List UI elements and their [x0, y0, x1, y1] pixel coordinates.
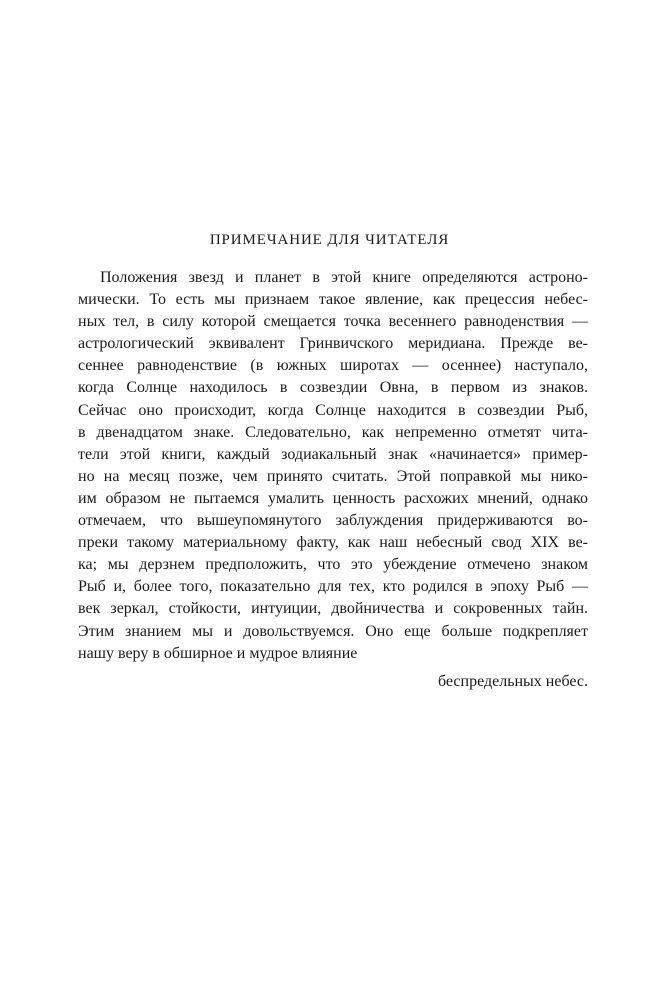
text-line: но на месяц позже, чем принято считать. Этой поправкой мы нико-	[78, 467, 588, 485]
text-line: Положения звезд и планет в этой книге определяются астроно-	[100, 269, 588, 286]
text-line: в двенадцатом знаке. Следовательно, как непременно отметят чита-	[78, 423, 588, 441]
text-line: Этим знанием мы и довольствуемся. Оно еще больше подкрепляет	[78, 622, 588, 640]
page-title: ПРИМЕЧАНИЕ ДЛЯ ЧИТАТЕЛЯ	[209, 232, 450, 248]
text-line: ных тел, в силу которой смещается точка весеннего равноденствия —	[78, 313, 588, 331]
text-line: астрологический эквивалент Гринвичского меридиана. Прежде ве-	[78, 335, 588, 353]
text-line: Рыб и, более того, показательно для тех, кто родился в эпоху Рыб —	[78, 578, 588, 596]
text-line: тели этой книги, каждый зодиакальный знак «начинается» пример-	[78, 445, 588, 463]
text-line: сеннее равноденствие (в южных широтах — осеннее) наступало,	[78, 357, 588, 375]
text-line: отмечаем, что вышеупомянутого заблуждения придерживаются во-	[78, 512, 588, 530]
text-line: Сейчас оно происходит, когда Солнце находится в созвездии Рыб,	[78, 401, 588, 419]
text-line: век зеркал, стойкости, интуиции, двойничества и сокровенных тайн.	[78, 600, 588, 618]
note-paragraph	[78, 267, 588, 693]
text-line: когда Солнце находилось в созвездии Овна, в первом из знаков.	[78, 379, 588, 397]
text-line: преки такому материальному факту, как наш небесный свод XIX ве-	[78, 534, 588, 552]
text-line: мически. То есть мы признаем такое явление, как прецессия небес-	[78, 291, 588, 309]
closing-line: беспредельных небес.	[437, 672, 588, 690]
text-line: им образом не пытаемся умалить ценность расхожих мнений, однако	[78, 489, 588, 507]
text-line: ка; мы дерзнем предположить, что это убеждение отмечено знаком	[78, 556, 588, 574]
text-line: нашу веру в обширное и мудрое влияние	[78, 644, 358, 662]
